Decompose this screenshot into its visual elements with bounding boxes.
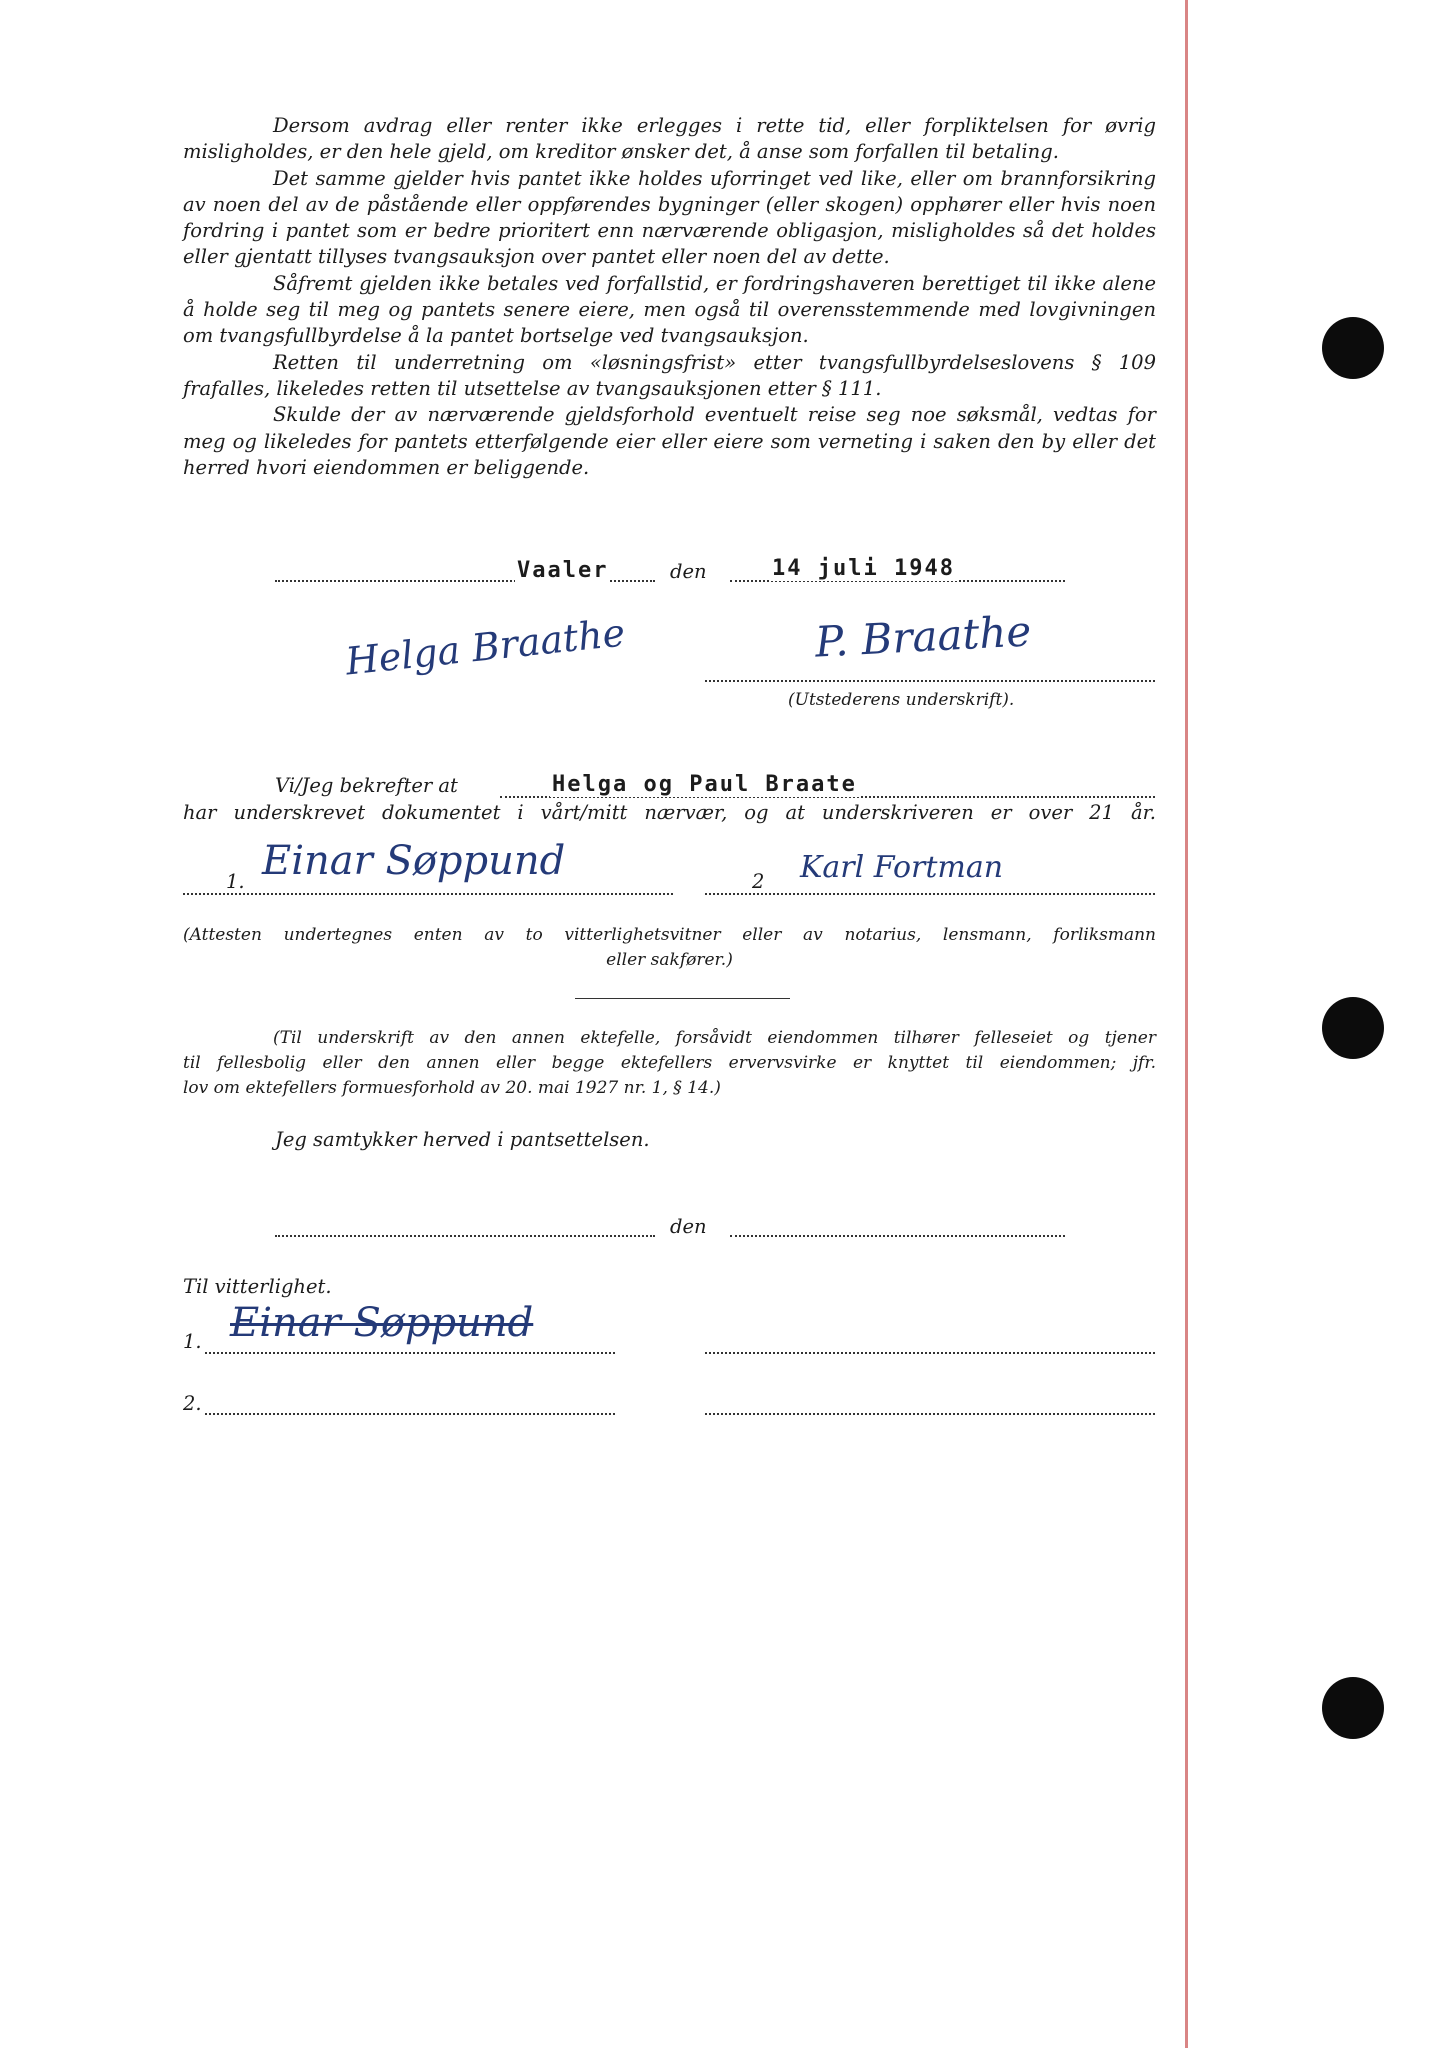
consent-text: Jeg samtykker herved i pantsettelsen. xyxy=(275,1128,650,1151)
witness1-signature: Einar Søppund xyxy=(262,838,566,884)
punch-hole-bottom xyxy=(1322,1677,1384,1739)
margin-rule xyxy=(1185,0,1188,2048)
punch-hole-middle xyxy=(1322,997,1384,1059)
issuer-signature-line xyxy=(705,680,1155,682)
witness-block-signature-1: Einar Søppund xyxy=(230,1300,534,1346)
confirm-lead: Vi/Jeg bekrefter at xyxy=(275,774,458,797)
witness-block-number-2: 2. xyxy=(183,1392,202,1415)
witness2-number: 2 xyxy=(752,870,765,893)
confirm-names: Helga og Paul Braate xyxy=(552,772,857,797)
section-divider xyxy=(575,998,790,999)
spouse-den-label: den xyxy=(670,1215,707,1238)
witness-block-line-2 xyxy=(205,1413,615,1415)
witness2-signature: Karl Fortman xyxy=(800,850,1004,885)
spouse-place-line xyxy=(275,1235,655,1237)
witness-block-number-1: 1. xyxy=(183,1330,202,1353)
den-label: den xyxy=(670,560,707,583)
spouse-note-1: (Til underskrift av den annen ektefelle, forsåvidt eiendommen tilhører felleseiet og tjener xyxy=(273,1028,1156,1048)
attest-note-2: eller sakfører.) xyxy=(606,950,733,970)
witness-title: Til vitterlighet. xyxy=(183,1275,332,1298)
confirm-statement: har underskrevet dokumentet i vårt/mitt nærvær, og at underskriveren er over 21 år. xyxy=(183,801,1156,824)
witness-block-line-1b xyxy=(705,1352,1155,1354)
signature-paul: P. Braathe xyxy=(813,606,1033,667)
spouse-note-3: lov om ektefellers formuesforhold av 20. mai 1927 nr. 1, § 14.) xyxy=(183,1078,721,1098)
witness2-line xyxy=(705,893,1155,895)
spouse-date-line xyxy=(730,1235,1065,1237)
place-value: Vaaler xyxy=(517,558,609,583)
paragraph-maturity: Såfremt gjelden ikke betales ved forfallstid, er fordringshaveren berettiget til ikke alene å holde seg til meg og pantets senere eiere, men også til overensstemmende med lovgivningen om tvangsfullbyrdelse å la pantet bortselge ved tvangsauksjon. xyxy=(183,271,1156,348)
paragraph-venue: Skulde der av nærværende gjeldsforhold eventuelt reise seg noe søksmål, vedtas for meg og likeledes for pantets etterfølgende eier eller eiere som verneting i saken den by eller det herred hvori eiendommen er beliggende. xyxy=(183,403,1156,479)
terms-text xyxy=(183,113,1156,481)
spouse-note-2: til fellesbolig eller den annen eller begge ektefellers ervervsvirke er knyttet til eiendommen; jfr. xyxy=(183,1053,1156,1073)
witness-block-line-1 xyxy=(205,1352,615,1354)
witness1-number: 1. xyxy=(226,870,245,893)
punch-hole-top xyxy=(1322,317,1384,379)
paragraph-notice: Retten til underretning om «løsningsfrist» etter tvangsfullbyrdelseslovens § 109 frafalles, likeledes retten til utsettelse av tvangsauksjonen etter § 111. xyxy=(183,350,1156,400)
attest-note-1: (Attesten undertegnes enten av to vitterlighetsvitner eller av notarius, lensmann, forliksmann xyxy=(183,925,1156,945)
date-value: 14 juli 1948 xyxy=(772,556,955,581)
issuer-label: (Utstederens underskrift). xyxy=(788,690,1015,710)
witness-block-line-2b xyxy=(705,1413,1155,1415)
signature-helga: Helga Braathe xyxy=(343,610,628,684)
paragraph-default: Dersom avdrag eller renter ikke erlegges i rette tid, eller forpliktelsen for øvrig misligholdes, er den hele gjeld, om kreditor ønsker det, å anse som forfallen til betaling. xyxy=(183,114,1156,164)
witness1-line xyxy=(183,893,673,895)
paragraph-collateral: Det samme gjelder hvis pantet ikke holdes uforringet ved like, eller om brannforsikring av noen del av de påstående eller oppførendes bygninger (eller skogen) opphører eller hvis noen fordring i pantet som er bedre prioritert enn nærværende obligasjon, misligholdes så det holdes eller gjentatt tillyses tvangsauksjon over pantet eller noen del av dette. xyxy=(183,166,1156,269)
